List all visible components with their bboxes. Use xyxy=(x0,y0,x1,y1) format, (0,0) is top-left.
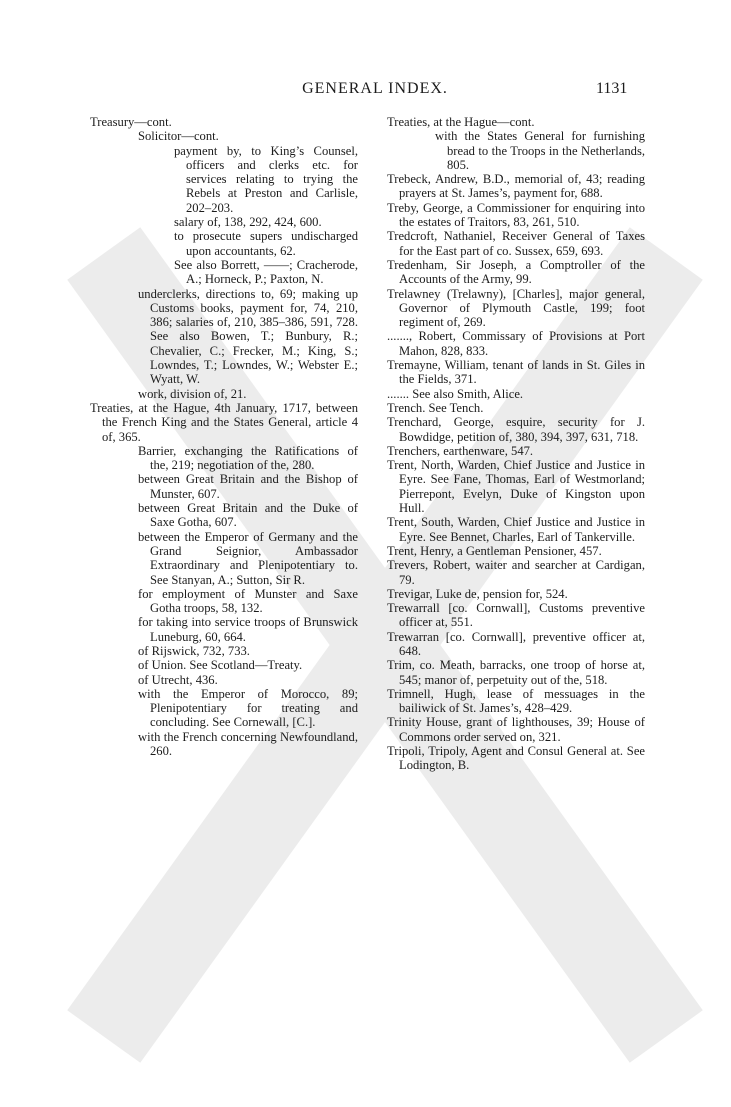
index-entry: Tredcroft, Nathaniel, Receiver General of Taxes for the East part of co. Sussex, 659, 693. xyxy=(387,229,645,258)
index-entry: with the French concerning Newfoundland, 260. xyxy=(138,729,358,759)
index-entry: Trebeck, Andrew, B.D., memorial of, 43; reading prayers at St. James’s, payment for, 688. xyxy=(387,172,645,201)
index-entry: with the Emperor of Morocco, 89; Plenipotentiary for treating and concluding. See Cornewall, [C.]. xyxy=(138,686,358,730)
index-entry: for employment of Munster and Saxe Gotha troops, 58, 132. xyxy=(138,586,358,616)
index-entry: Trench. See Tench. xyxy=(387,400,484,415)
index-entry: Treaties, at the Hague, 4th January, 1717, between the French King and the States General, article 4 of, 365. xyxy=(90,400,358,444)
index-column-left xyxy=(90,115,358,758)
index-column-right xyxy=(387,115,645,773)
index-entry: between Great Britain and the Bishop of Munster, 607. xyxy=(138,472,358,501)
index-entry: Treaties, at the Hague—cont. xyxy=(387,115,535,129)
index-entry: of Union. See Scotland—Treaty. xyxy=(138,658,303,673)
index-entry: with the States General for furnishing bread to the Troops in the Netherlands, 805. xyxy=(435,129,645,172)
index-entry: salary of, 138, 292, 424, 600. xyxy=(174,215,322,230)
index-entry: work, division of, 21. xyxy=(138,386,247,401)
index-entry: Treby, George, a Commissioner for enquiring into the estates of Traitors, 83, 261, 510. xyxy=(387,200,645,230)
index-entry: of Utrecht, 436. xyxy=(138,672,218,687)
index-entry: Trewarran [co. Cornwall], preventive officer at, 648. xyxy=(387,629,645,658)
index-entry: Tredenham, Sir Joseph, a Comptroller of the Accounts of the Army, 99. xyxy=(387,257,645,287)
index-entry: Trent, North, Warden, Chief Justice and Justice in Eyre. See Fane, Thomas, Earl of Westmorland; Pierrepont, Evelyn, Duke of Kingston upon Hull. xyxy=(387,458,645,516)
page-number: 1131 xyxy=(596,80,628,97)
page-header xyxy=(0,80,731,104)
index-entry: Tremayne, William, tenant of lands in St. Giles in the Fields, 371. xyxy=(387,358,645,387)
index-entry: Trenchers, earthenware, 547. xyxy=(387,443,534,458)
index-entry: for taking into service troops of Brunswick Luneburg, 60, 664. xyxy=(138,615,358,644)
index-entry: Trevigar, Luke de, pension for, 524. xyxy=(387,586,568,601)
index-entry: Trenchard, George, esquire, security for J. Bowdidge, petition of, 380, 394, 397, 631, 718. xyxy=(387,415,645,444)
index-entry: Trinity House, grant of lighthouses, 39; House of Commons order served on, 321. xyxy=(387,715,645,744)
index-entry: Barrier, exchanging the Ratifications of the, 219; negotiation of the, 280. xyxy=(138,443,358,473)
index-entry: underclerks, directions to, 69; making up Customs books, payment for, 74, 210, 386; salaries of, 210, 385–386, 591, 728. See also Bowen, T.; Bunbury, R.; Chevalier, C.; Frecker, M.; King, S.; Lowndes, T.; Lowndes, W.; Webster E.; Wyatt, W. xyxy=(138,286,358,387)
index-entry: Tripoli, Tripoly, Agent and Consul General at. See Lodington, B. xyxy=(387,744,645,773)
index-entry: between Great Britain and the Duke of Saxe Gotha, 607. xyxy=(138,501,358,530)
index-entry: See also Borrett, ——; Cracherode, A.; Horneck, P.; Paxton, N. xyxy=(174,257,358,287)
index-entry: ......., Robert, Commissary of Provisions at Port Mahon, 828, 833. xyxy=(387,329,645,358)
running-title: GENERAL INDEX. xyxy=(302,80,448,97)
index-entry: Trent, South, Warden, Chief Justice and Justice in Eyre. See Bennet, Charles, Earl of Tankerville. xyxy=(387,515,645,544)
index-entry: Trent, Henry, a Gentleman Pensioner, 457. xyxy=(387,543,602,558)
index-entry: of Rijswick, 732, 733. xyxy=(138,643,250,658)
index-entry: Treasury—cont. xyxy=(90,115,172,129)
index-entry: ....... See also Smith, Alice. xyxy=(387,386,524,401)
index-entry: Solicitor—cont. xyxy=(138,129,219,144)
index-entry: to prosecute supers undischarged upon accountants, 62. xyxy=(174,229,358,258)
index-entry: Trelawney (Trelawny), [Charles], major general, Governor of Plymouth Castle, 199; foot regiment of, 269. xyxy=(387,286,645,330)
index-entry: Trevers, Robert, waiter and searcher at Cardigan, 79. xyxy=(387,558,645,587)
index-entry: Trim, co. Meath, barracks, one troop of horse at, 545; manor of, perpetuity out of the, 518. xyxy=(387,658,645,687)
index-entry: Trimnell, Hugh, lease of messuages in the bailiwick of St. James’s, 428–429. xyxy=(387,686,645,716)
index-entry: Trewarrall [co. Cornwall], Customs preventive officer at, 551. xyxy=(387,601,645,630)
index-entry: between the Emperor of Germany and the Grand Seignior, Ambassador Extraordinary and Plenipotentiary to. See Stanyan, A.; Sutton, Sir R. xyxy=(138,529,358,587)
index-entry: payment by, to King’s Counsel, officers and clerks etc. for services relating to trying the Rebels at Preston and Carlisle, 202–203. xyxy=(174,143,358,215)
